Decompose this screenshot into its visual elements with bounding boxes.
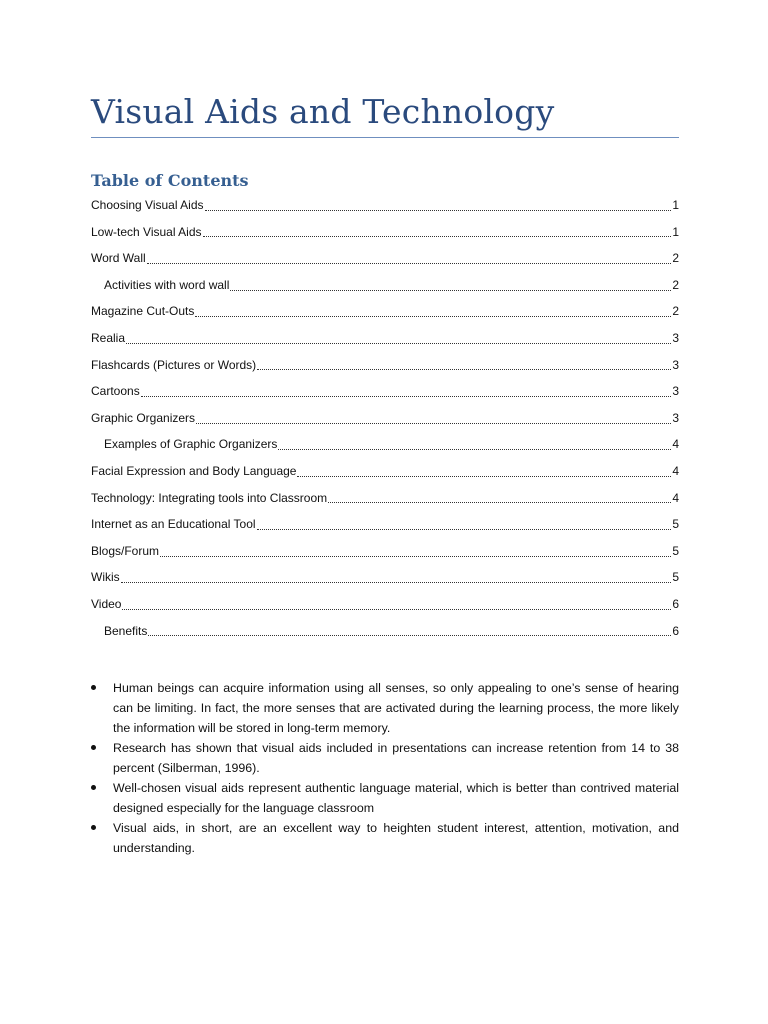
toc-entry-title: Cartoons: [91, 384, 140, 399]
bullet-item: [91, 738, 679, 778]
toc-entry-title: Magazine Cut-Outs: [91, 304, 195, 319]
toc-entry-title: Activities with word wall: [104, 277, 230, 292]
toc-dot-leader: [196, 423, 671, 424]
toc-page-number: 2: [672, 251, 679, 266]
toc-entry-title: Wikis: [91, 570, 120, 585]
toc-entry-title: Realia: [91, 330, 126, 345]
bullet-list: [91, 678, 679, 858]
toc-entry[interactable]: [91, 618, 679, 645]
toc-page-number: 5: [672, 570, 679, 585]
toc-dot-leader: [147, 263, 672, 264]
toc-entry[interactable]: [91, 564, 679, 591]
bullet-item: [91, 818, 679, 858]
toc-entry[interactable]: [91, 352, 679, 379]
toc-entry[interactable]: [91, 298, 679, 325]
toc-dot-leader: [257, 369, 671, 370]
toc-entry-title: Flashcards (Pictures or Words): [91, 357, 257, 372]
toc-entry[interactable]: [91, 272, 679, 299]
toc-entry[interactable]: [91, 245, 679, 272]
toc-page-number: 2: [672, 304, 679, 319]
toc-entry-title: Benefits: [104, 623, 148, 638]
toc-entry-title: Choosing Visual Aids: [91, 198, 204, 212]
toc-page-number: 3: [672, 357, 679, 372]
bullet-dot-icon: [91, 685, 96, 690]
toc-entry[interactable]: [91, 591, 679, 618]
toc-page-number: 5: [672, 517, 679, 532]
toc-entry[interactable]: [91, 458, 679, 485]
toc-dot-leader: [328, 502, 671, 503]
bullet-text: Visual aids, in short, are an excellent way to heighten student interest, attention, motivation, and understanding.: [113, 821, 679, 855]
toc-dot-leader: [141, 396, 672, 397]
toc-dot-leader: [121, 582, 672, 583]
toc-dot-leader: [257, 529, 672, 530]
bullet-dot-icon: [91, 785, 96, 790]
bullet-dot-icon: [91, 825, 96, 830]
toc-dot-leader: [122, 609, 671, 610]
toc-entry[interactable]: [91, 511, 679, 538]
bullet-dot-icon: [91, 745, 96, 750]
toc-page-number: 5: [672, 543, 679, 558]
toc-page-number: 4: [672, 463, 679, 478]
toc-dot-leader: [297, 476, 671, 477]
toc-page-number: 4: [672, 490, 679, 505]
toc-entry-title: Examples of Graphic Organizers: [104, 437, 278, 452]
toc-heading: Table of Contents: [91, 171, 249, 190]
toc-entry[interactable]: [91, 405, 679, 432]
bullet-text: Well-chosen visual aids represent authentic language material, which is better than contrived material designed especially for the language classroom: [113, 781, 679, 815]
toc-entry[interactable]: [91, 219, 679, 246]
toc-entry[interactable]: [91, 325, 679, 352]
toc-entry-title: Graphic Organizers: [91, 410, 196, 425]
toc-dot-leader: [195, 316, 671, 317]
title-underline: [91, 137, 679, 138]
document-title: Visual Aids and Technology: [91, 92, 555, 131]
toc-entry-title: Video: [91, 596, 122, 611]
toc-dot-leader: [160, 556, 671, 557]
toc-dot-leader: [205, 210, 672, 211]
toc-entry-title: Internet as an Educational Tool: [91, 517, 256, 532]
toc-entry[interactable]: [91, 378, 679, 405]
toc-entry-title: Blogs/Forum: [91, 543, 160, 558]
toc-entry-title: Low-tech Visual Aids: [91, 224, 202, 239]
toc-page-number: 3: [672, 330, 679, 345]
toc-page-number: 1: [672, 224, 679, 239]
bullet-item: [91, 778, 679, 818]
toc-page-number: 2: [672, 277, 679, 292]
bullet-text: Human beings can acquire information using all senses, so only appealing to one’s sense of hearing can be limiting. In fact, the more senses that are activated during the learning process, the more likely the information will be stored in long-term memory.: [113, 681, 679, 735]
toc-page-number: 1: [672, 198, 679, 212]
toc-page-number: 3: [672, 384, 679, 399]
toc-dot-leader: [230, 290, 671, 291]
toc-entry-title: Facial Expression and Body Language: [91, 463, 297, 478]
bullet-text: Research has shown that visual aids included in presentations can increase retention from 14 to 38 percent (Silberman, 1996).: [113, 741, 679, 775]
bullet-item: [91, 678, 679, 738]
toc-dot-leader: [148, 635, 671, 636]
table-of-contents: [91, 192, 679, 644]
toc-page-number: 3: [672, 410, 679, 425]
toc-entry[interactable]: [91, 538, 679, 565]
toc-entry-title: Word Wall: [91, 251, 146, 266]
toc-dot-leader: [126, 343, 671, 344]
toc-page-number: 6: [672, 596, 679, 611]
toc-dot-leader: [278, 449, 671, 450]
toc-page-number: 4: [672, 437, 679, 452]
toc-dot-leader: [203, 236, 672, 237]
toc-entry[interactable]: [91, 431, 679, 458]
toc-entry[interactable]: [91, 192, 679, 219]
toc-entry[interactable]: [91, 485, 679, 512]
toc-page-number: 6: [672, 623, 679, 638]
toc-entry-title: Technology: Integrating tools into Classroom: [91, 490, 328, 505]
